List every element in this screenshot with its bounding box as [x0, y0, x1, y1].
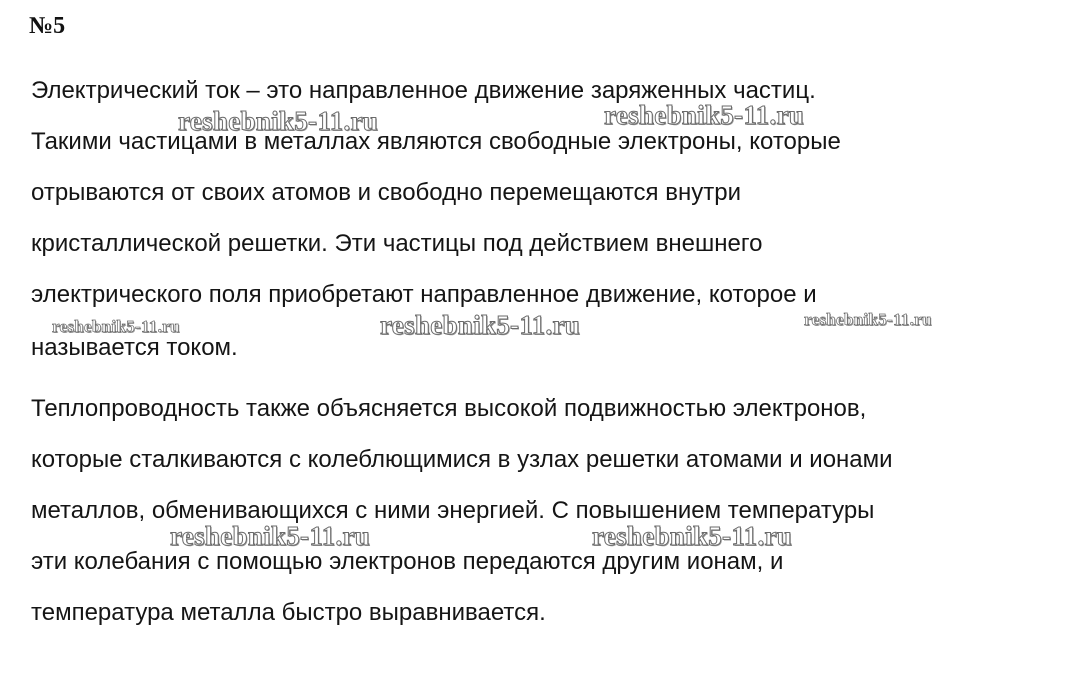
watermark: reshebnik5-11.ru — [592, 521, 793, 551]
paragraph-line: температура металла быстро выравнивается. — [31, 599, 546, 626]
paragraph-line: называется током. — [31, 334, 238, 361]
paragraph-line: Такими частицами в металлах являются свободные электроны, которые — [31, 128, 841, 155]
problem-number: №5 — [29, 13, 66, 39]
paragraph-line: электрического поля приобретают направленное движение, которое и — [31, 281, 817, 308]
paragraph-line: Теплопроводность также объясняется высокой подвижностью электронов, — [31, 395, 867, 422]
paragraph-line: отрываются от своих атомов и свободно перемещаются внутри — [31, 179, 741, 206]
paragraph-line: Электрический ток – это направленное движение заряженных частиц. — [31, 77, 816, 104]
paragraph-line: эти колебания с помощью электронов передаются другим ионам, и — [31, 548, 784, 575]
watermark: reshebnik5-11.ru — [604, 100, 805, 130]
watermark: reshebnik5-11.ru — [170, 521, 371, 551]
paragraph-line: которые сталкиваются с колеблющимися в узлах решетки атомами и ионами — [31, 446, 893, 473]
watermark: reshebnik5-11.ru — [52, 317, 180, 336]
watermark: reshebnik5-11.ru — [178, 106, 379, 136]
watermark: reshebnik5-11.ru — [804, 310, 932, 329]
watermark: reshebnik5-11.ru — [380, 310, 581, 340]
paragraph-line: кристаллической решетки. Эти частицы под действием внешнего — [31, 230, 763, 257]
paragraph-line: металлов, обменивающихся с ними энергией. С повышением температуры — [31, 497, 875, 524]
